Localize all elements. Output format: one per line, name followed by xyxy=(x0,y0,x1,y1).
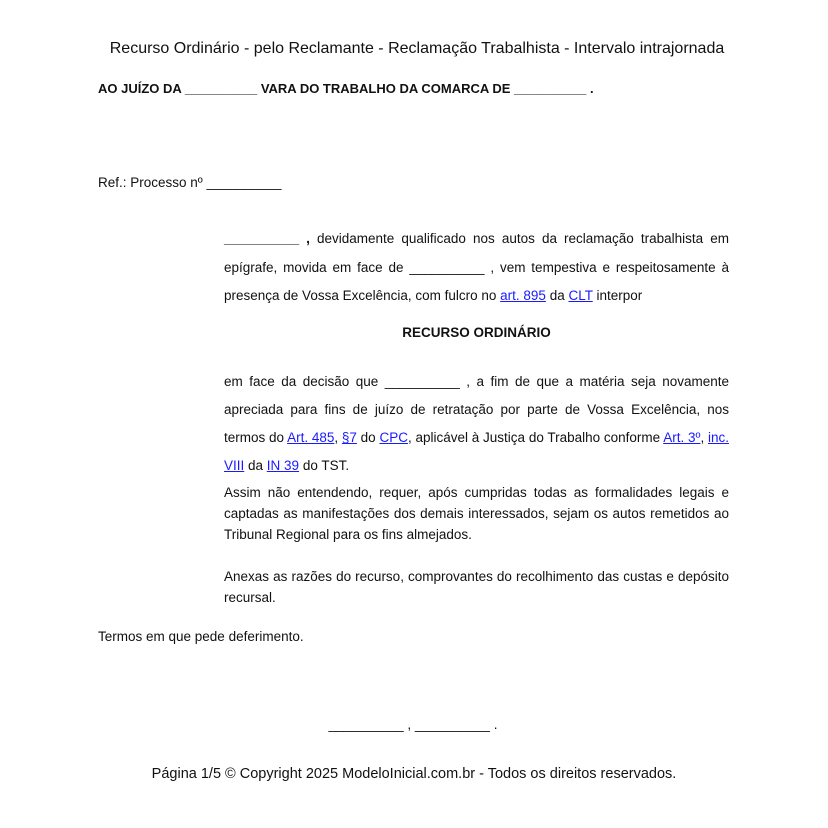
decision-text-d: , aplicável à Justiça do Trabalho conforme xyxy=(407,430,664,445)
place-date-line xyxy=(0,717,828,732)
decision-text-f: da xyxy=(244,458,267,473)
intro-text-b: da xyxy=(545,288,569,303)
link-art-3[interactable]: Art. 3º xyxy=(663,430,701,445)
decision-text-b: , xyxy=(334,430,342,445)
place-date-text: __________ , __________ . xyxy=(328,717,498,732)
link-cpc[interactable]: CPC xyxy=(379,430,408,445)
document-title-text: Recurso Ordinário - pelo Reclamante - Reclamação Trabalhista - Intervalo intrajornada xyxy=(109,40,725,57)
link-in-39[interactable]: IN 39 xyxy=(266,458,300,473)
claimant-name-blank: __________ , xyxy=(224,231,310,246)
decision-text-a: em face da decisão que __________ , a fim de que a matéria seja novamente apreciada para fins de juízo de retratação por parte de Vossa Excelência, nos termos do xyxy=(224,374,729,445)
intro-paragraph xyxy=(224,225,729,311)
intro-text-c: interpor xyxy=(592,288,643,303)
closing-statement: Termos em que pede deferimento. xyxy=(98,629,304,644)
page-footer: Página 1/5 © Copyright 2025 ModeloInicial.com.br - Todos os direitos reservados. xyxy=(151,766,677,782)
intro-text-a: devidamente qualificado nos autos da reclamação trabalhista em epígrafe, movida em face de __________ , vem tempestiva e respeitosamente à presença de Vossa Excelência, com fulcro no xyxy=(224,231,730,303)
process-reference: Ref.: Processo nº __________ xyxy=(98,175,282,190)
document-title xyxy=(0,40,828,58)
link-clt[interactable]: CLT xyxy=(568,288,593,303)
link-art-485[interactable]: Art. 485 xyxy=(287,430,335,445)
link-inc-viii[interactable]: inc. VIII xyxy=(224,430,729,473)
link-art-895[interactable]: art. 895 xyxy=(500,288,546,303)
decision-text-e: , xyxy=(700,430,708,445)
link-paragraph-7[interactable]: §7 xyxy=(341,430,357,445)
court-address-heading: AO JUÍZO DA __________ VARA DO TRABALHO DA COMARCA DE __________ . xyxy=(98,81,594,96)
decision-text-g: do TST. xyxy=(299,458,350,473)
section-title: RECURSO ORDINÁRIO xyxy=(402,325,551,340)
decision-text-c: do xyxy=(356,430,380,445)
decision-paragraph xyxy=(224,368,729,480)
attachments-paragraph: Anexas as razões do recurso, comprovantes do recolhimento das custas e depósito recursal. xyxy=(224,569,729,605)
request-paragraph: Assim não entendendo, requer, após cumpridas todas as formalidades legais e captadas as manifestações dos demais interessados, sejam os autos remetidos ao Tribunal Regional para os fins almejados. xyxy=(224,485,729,542)
